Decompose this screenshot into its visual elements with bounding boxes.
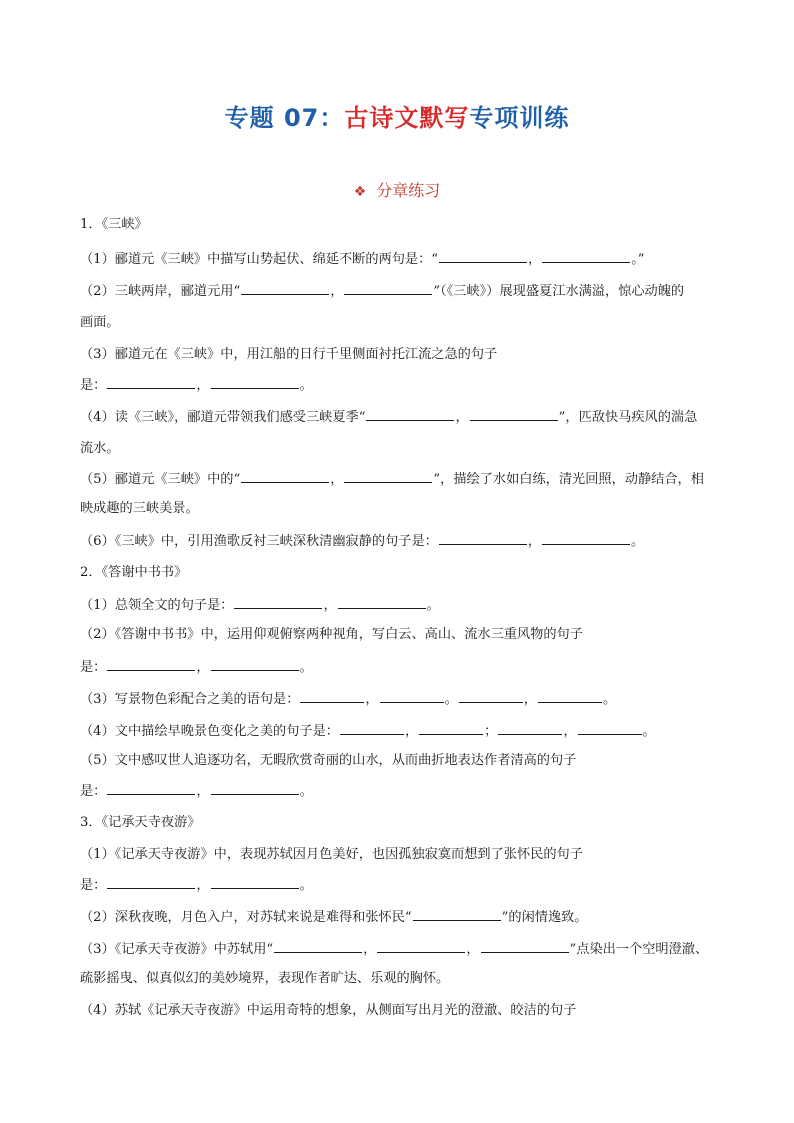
answer-blank[interactable]: [413, 908, 501, 921]
line-text: （2）深秋夜晚，月色入户，对苏轼来说是难得和张怀民“: [80, 910, 412, 925]
answer-blank[interactable]: [241, 282, 329, 295]
line-text: ；: [484, 724, 498, 739]
page-title: [0, 98, 794, 133]
worksheet-line: [80, 532, 720, 551]
worksheet-line: [80, 500, 720, 518]
answer-blank[interactable]: [211, 876, 299, 889]
answer-blank[interactable]: [274, 940, 362, 953]
line-text: ”，描绘了水如白练，清光回照，动静结合，相: [433, 472, 704, 487]
answer-blank[interactable]: [498, 722, 562, 735]
line-text: ，: [455, 410, 469, 425]
worksheet-line: [80, 782, 720, 801]
line-text: 。: [426, 598, 440, 613]
line-text: ，: [523, 692, 537, 707]
line-text: （2）三峡两岸，郦道元用“: [80, 284, 241, 299]
line-text: 3．《记承天寺夜游》: [80, 815, 201, 830]
line-text: （3）写景物色彩配合之美的语句是：: [80, 692, 300, 707]
line-text: （2）《答谢中书书》中，运用仰观俯察两种视角，写白云、高山、流水三重风物的句子: [80, 627, 583, 642]
answer-blank[interactable]: [234, 596, 322, 609]
line-text: ，: [365, 692, 379, 707]
line-text: 映成趣的三峡美景。: [80, 501, 199, 516]
line-text: （5）郦道元《三峡》中的“: [80, 472, 241, 487]
answer-blank[interactable]: [300, 690, 364, 703]
diamond-bullet-icon: ❖: [353, 184, 367, 200]
line-text: 是：: [80, 784, 107, 799]
line-text: 流水。: [80, 441, 120, 456]
line-text: 是：: [80, 378, 107, 393]
answer-blank[interactable]: [344, 470, 432, 483]
line-text: （6）《三峡》中，引用渔歌反衬三峡深秋清幽寂静的句子是：: [80, 534, 438, 549]
worksheet-line: [80, 346, 720, 364]
line-text: 。: [631, 534, 645, 549]
line-text: 。: [642, 724, 656, 739]
line-text: 疏影摇曳、似真似幻的美妙境界，表现作者旷达、乐观的胸怀。: [80, 971, 450, 986]
line-text: ，: [196, 878, 210, 893]
line-text: （4）读《三峡》，郦道元带领我们感受三峡夏季“: [80, 410, 366, 425]
line-text: ，: [563, 724, 577, 739]
answer-blank[interactable]: [380, 690, 444, 703]
worksheet-line: [80, 596, 720, 615]
worksheet-line: [80, 940, 720, 959]
answer-blank[interactable]: [538, 690, 602, 703]
line-text: ，: [196, 378, 210, 393]
worksheet-line: [80, 752, 720, 770]
line-text: 。: [299, 660, 313, 675]
line-text: ，: [196, 660, 210, 675]
section-heading: [0, 178, 794, 201]
line-text: ，: [330, 284, 344, 299]
answer-blank[interactable]: [211, 658, 299, 671]
answer-blank[interactable]: [459, 690, 523, 703]
answer-blank[interactable]: [107, 782, 195, 795]
line-text: ，: [330, 472, 344, 487]
worksheet-line: [80, 282, 720, 301]
line-text: 1．《三峡》: [80, 217, 148, 232]
worksheet-line: [80, 846, 720, 864]
line-text: ”，匹敌快马疾风的湍急: [558, 410, 698, 425]
line-text: （3）郦道元在《三峡》中，用江船的日行千里侧面衬托江流之急的句子: [80, 347, 498, 362]
line-text: （5）文中感叹世人追逐功名，无暇欣赏奇丽的山水，从而曲折地表达作者清高的句子: [80, 753, 577, 768]
answer-blank[interactable]: [439, 250, 527, 263]
answer-blank[interactable]: [107, 376, 195, 389]
worksheet-line: [80, 876, 720, 895]
worksheet-line: [80, 564, 720, 582]
worksheet-line: [80, 814, 720, 832]
line-text: 是：: [80, 878, 107, 893]
worksheet-line: [80, 908, 720, 927]
answer-blank[interactable]: [578, 722, 642, 735]
worksheet-line: [80, 722, 720, 741]
answer-blank[interactable]: [107, 658, 195, 671]
worksheet-line: [80, 470, 720, 489]
line-text: （4）文中描绘早晚景色变化之美的句子是：: [80, 724, 339, 739]
answer-blank[interactable]: [377, 940, 465, 953]
worksheet-line: [80, 216, 720, 234]
line-text: （4）苏轼《记承天寺夜游》中运用奇特的想象，从侧面写出月光的澄澈、皎洁的句子: [80, 1003, 577, 1018]
worksheet-line: [80, 250, 720, 269]
title-suffix: 专项训练: [469, 104, 570, 132]
line-text: ，: [527, 534, 542, 549]
answer-blank[interactable]: [470, 408, 558, 421]
worksheet-line: [80, 376, 720, 395]
answer-blank[interactable]: [344, 282, 432, 295]
line-text: 。: [602, 692, 617, 707]
answer-blank[interactable]: [481, 940, 569, 953]
worksheet-line: [80, 1002, 720, 1020]
line-text: 。: [299, 784, 313, 799]
answer-blank[interactable]: [439, 532, 527, 545]
line-text: 。: [299, 878, 313, 893]
line-text: ，: [323, 598, 337, 613]
answer-blank[interactable]: [338, 596, 426, 609]
line-text: 画面。: [80, 315, 120, 330]
line-text: 。”: [631, 252, 645, 267]
answer-blank[interactable]: [241, 470, 329, 483]
worksheet-line: [80, 626, 720, 644]
line-text: ”点染出一个空明澄澈、: [569, 942, 709, 957]
line-text: 。: [444, 692, 458, 707]
line-text: ，: [363, 942, 377, 957]
line-text: （3）《记承天寺夜游》中苏轼用“: [80, 942, 274, 957]
line-text: ”的闲情逸致。: [501, 910, 588, 925]
answer-blank[interactable]: [542, 532, 630, 545]
line-text: ，: [404, 724, 419, 739]
answer-blank[interactable]: [542, 250, 630, 263]
line-text: ，: [466, 942, 480, 957]
worksheet-line: [80, 440, 720, 458]
line-text: （1）总领全文的句子是：: [80, 598, 234, 613]
answer-blank[interactable]: [211, 376, 299, 389]
line-text: ，: [196, 784, 210, 799]
line-text: 2．《答谢中书书》: [80, 565, 188, 580]
answer-blank[interactable]: [419, 722, 483, 735]
line-text: （1）《记承天寺夜游》中，表现苏轼因月色美好，也因孤独寂寞而想到了张怀民的句子: [80, 847, 583, 862]
worksheet-line: [80, 690, 720, 709]
answer-blank[interactable]: [366, 408, 454, 421]
worksheet-line: [80, 408, 720, 427]
answer-blank[interactable]: [211, 782, 299, 795]
title-highlight: 古诗文默写: [344, 104, 470, 132]
worksheet-line: [80, 314, 720, 332]
line-text: 。: [299, 378, 313, 393]
line-text: ，: [528, 252, 542, 267]
line-text: （1）郦道元《三峡》中描写山势起伏、绵延不断的两句是：“: [80, 252, 439, 267]
answer-blank[interactable]: [340, 722, 404, 735]
line-text: 是：: [80, 660, 107, 675]
answer-blank[interactable]: [107, 876, 195, 889]
section-label: 分章练习: [376, 181, 441, 200]
title-prefix: 专题 07：: [224, 104, 345, 132]
worksheet-line: [80, 658, 720, 677]
worksheet-line: [80, 970, 720, 988]
line-text: ”（《三峡》）展现盛夏江水满溢，惊心动魄的: [433, 284, 685, 299]
